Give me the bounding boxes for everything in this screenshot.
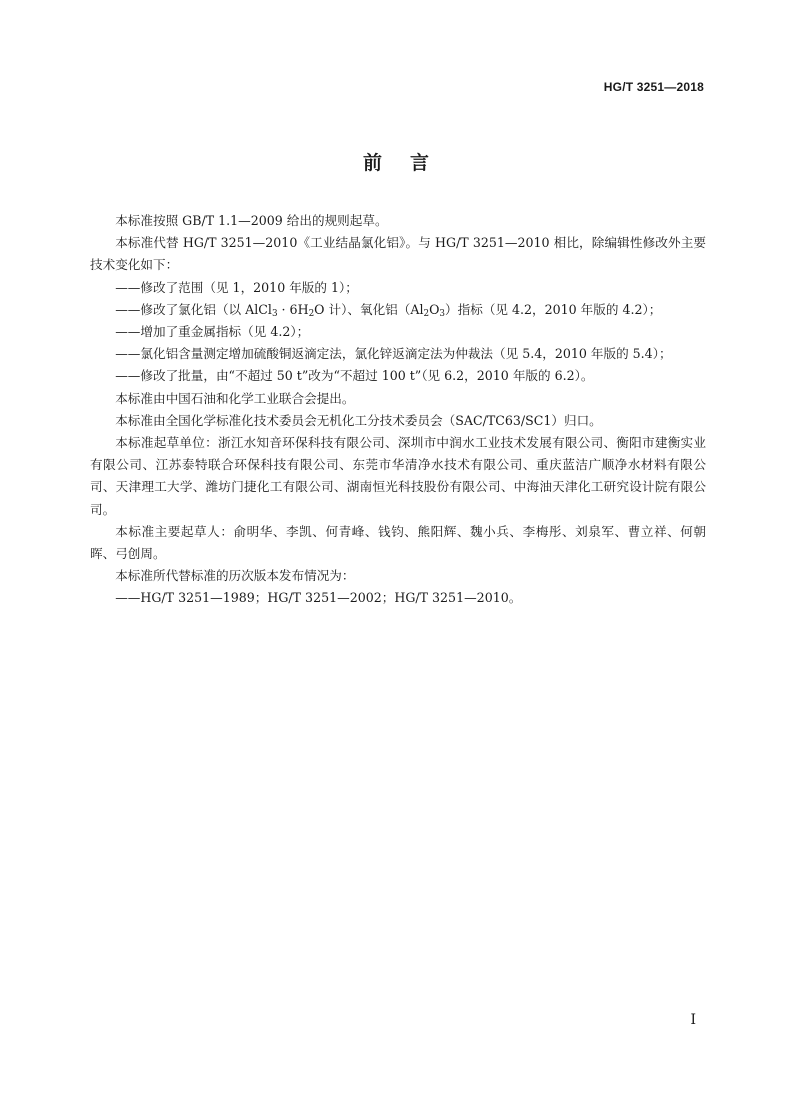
change-item-indicators bbox=[90, 299, 706, 321]
subscript: 2 bbox=[423, 309, 430, 320]
change-item-batch: ——修改了批量，由“不超过 50 t”改为“不超过 100 t”（见 6.2，2010 年版的 6.2）。 bbox=[115, 368, 594, 384]
standard-code: HG/T 3251—2018 bbox=[603, 80, 704, 94]
paragraph-committee: 本标准由全国化学标准化技术委员会无机化工分技术委员会（SAC/TC63/SC1）归口。 bbox=[115, 412, 602, 428]
document-body bbox=[90, 210, 706, 610]
history-item-versions: ——HG/T 3251—1989；HG/T 3251—2002；HG/T 3251—2010。 bbox=[115, 590, 522, 606]
change-item-heavy-metal: ——增加了重金属指标（见 4.2）； bbox=[115, 324, 310, 340]
paragraph-drafters: 本标准主要起草人：俞明华、李凯、何青峰、钱钧、熊阳辉、魏小兵、李梅彤、刘泉军、曹立祥、何朝晖、弓创周。 bbox=[90, 523, 706, 562]
paragraph-drafting-rules: 本标准按照 GB/T 1.1—2009 给出的规则起草。 bbox=[115, 213, 388, 228]
subscript: 3 bbox=[271, 309, 278, 320]
subscript: 3 bbox=[439, 309, 446, 320]
subscript: 2 bbox=[308, 309, 315, 320]
paragraph-drafting-units: 本标准起草单位：浙江水知音环保科技有限公司、深圳市中润水工业技术发展有限公司、衡阳市建衡实业有限公司、江苏泰特联合环保科技有限公司、东莞市华清净水技术有限公司、重庆蓝洁广顺净水材料有限公司、天津理工大学、潍坊门捷化工有限公司、湖南恒光科技股份有限公司、中海油天津化工研究设计院有限公司。 bbox=[90, 435, 706, 517]
paragraph-proposer: 本标准由中国石油和化学工业联合会提出。 bbox=[115, 390, 355, 406]
text-fragment: O 计）、氧化铝（Al bbox=[314, 301, 424, 317]
page-number: I bbox=[690, 1012, 696, 1028]
text-fragment: O bbox=[429, 301, 440, 317]
paragraph-replacement: 本标准代替 HG/T 3251—2010《工业结晶氯化铝》。与 HG/T 3251—2010 相比，除编辑性修改外主要技术变化如下： bbox=[90, 235, 706, 273]
change-item-titration: ——氯化铝含量测定增加硫酸铜返滴定法，氯化锌返滴定法为仲裁法（见 5.4，2010 年版的 5.4）； bbox=[115, 346, 672, 362]
text-fragment: ——修改了氯化铝（以 AlCl bbox=[115, 301, 272, 317]
text-fragment: · 6H bbox=[277, 301, 309, 317]
page-title: 前言 bbox=[362, 152, 457, 174]
paragraph-history: 本标准所代替标准的历次版本发布情况为： bbox=[115, 568, 355, 584]
text-fragment: ）指标（见 4.2，2010 年版的 4.2）； bbox=[445, 301, 662, 317]
change-item-scope: ——修改了范围（见 1，2010 年版的 1）； bbox=[115, 279, 358, 295]
